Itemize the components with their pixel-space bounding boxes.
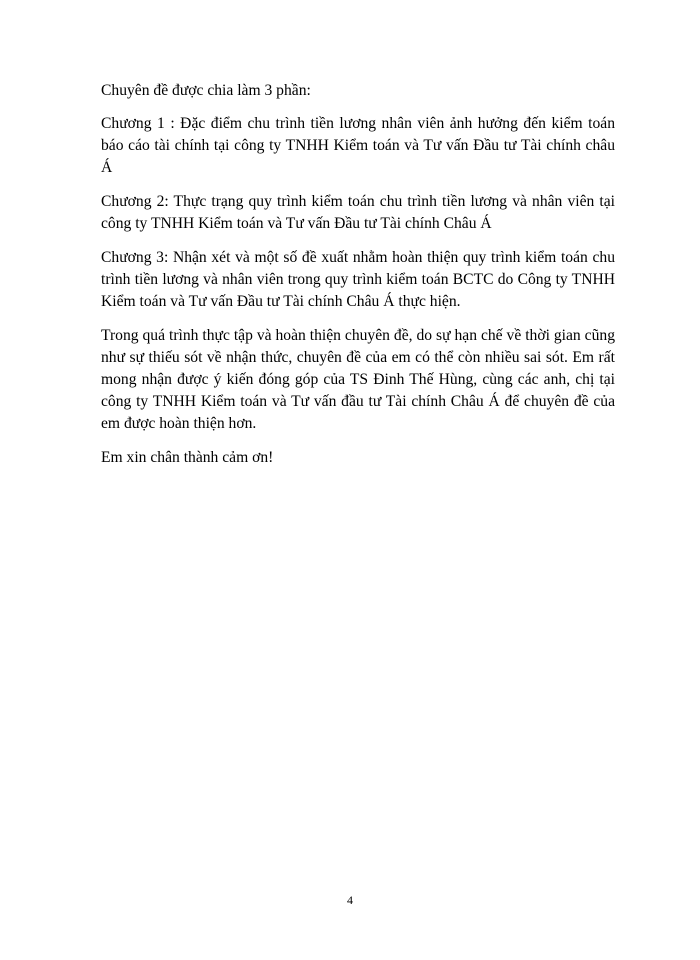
- page-body: [101, 80, 615, 481]
- chapter-1-paragraph: Chương 1 : Đặc điểm chu trình tiền lương nhân viên ảnh hưởng đến kiểm toán báo cáo tài chính tại công ty TNHH Kiểm toán và Tư vấn Đầu tư Tài chính châu Á: [101, 115, 615, 176]
- chapter-3-paragraph: Chương 3: Nhận xét và một số đề xuất nhằm hoàn thiện quy trình kiểm toán chu trình tiền lương và nhân viên trong quy trình kiểm toán BCTC do Công ty TNHH Kiểm toán và Tư vấn Đầu tư Tài chính Châu Á thực hiện.: [101, 249, 615, 310]
- intro-paragraph: Chuyên đề được chia làm 3 phần:: [101, 82, 311, 99]
- page-number: 4: [347, 893, 353, 907]
- chapter-2-paragraph: Chương 2: Thực trạng quy trình kiểm toán chu trình tiền lương và nhân viên tại công ty TNHH Kiểm toán và Tư vấn Đầu tư Tài chính Châu Á: [101, 193, 615, 232]
- thanks-paragraph: Em xin chân thành cảm ơn!: [101, 449, 274, 466]
- acknowledgement-paragraph: Trong quá trình thực tập và hoàn thiện chuyên đề, do sự hạn chế về thời gian cũng như sự thiếu sót về nhận thức, chuyên đề của em có thể còn nhiều sai sót. Em rất mong nhận được ý kiến đóng góp của TS Đinh Thế Hùng, cùng các anh, chị tại công ty TNHH Kiểm toán và Tư vấn đầu tư Tài chính Châu Á để chuyên đề của em được hoàn thiện hơn.: [101, 327, 615, 432]
